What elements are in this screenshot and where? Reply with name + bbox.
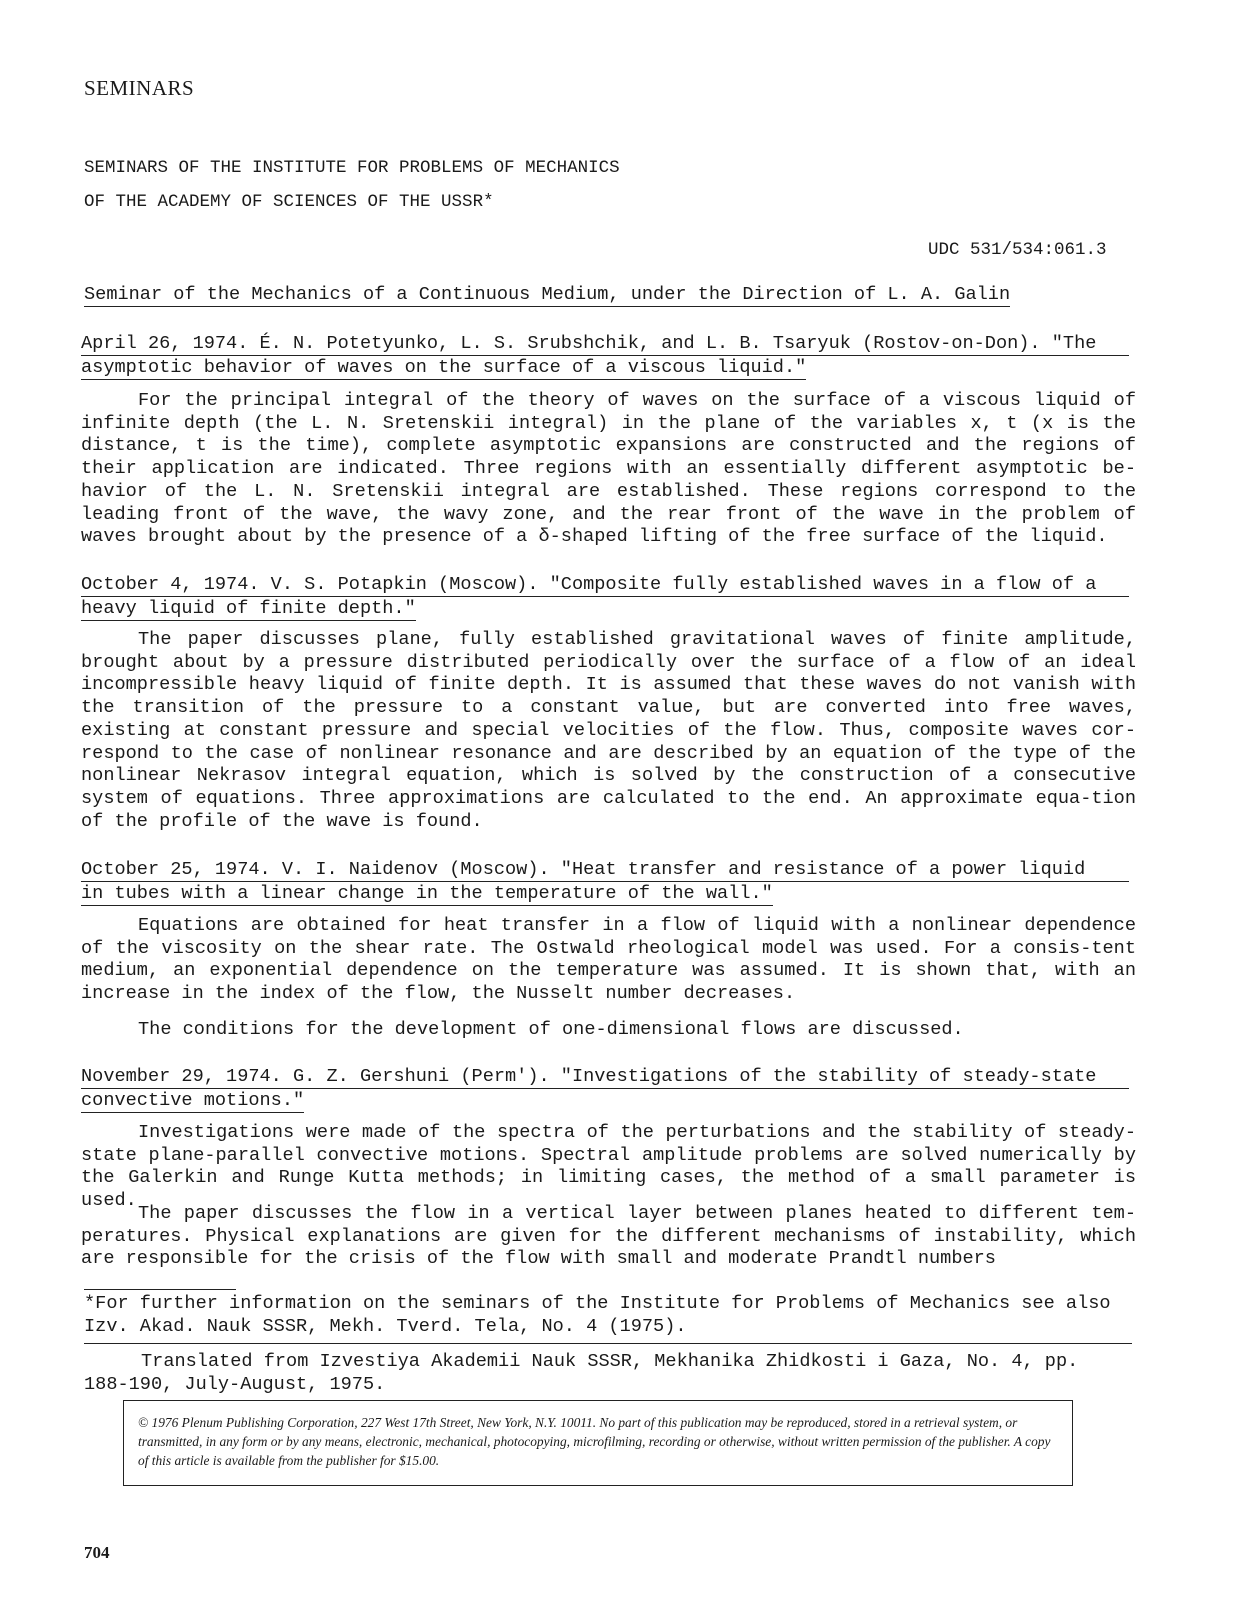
entry-heading-line: heavy liquid of finite depth." bbox=[81, 598, 416, 619]
entry-heading-line: October 25, 1974. V. I. Naidenov (Moscow). "Heat transfer and resistance of a power liquid bbox=[81, 858, 1129, 882]
entry-heading-line: October 4, 1974. V. S. Potapkin (Moscow). "Composite fully established waves in a flow of a bbox=[81, 573, 1129, 597]
entry-paragraph: The conditions for the development of one-dimensional flows are discussed. bbox=[138, 1019, 964, 1040]
institute-title-line2: OF THE ACADEMY OF SCIENCES OF THE USSR* bbox=[84, 192, 494, 212]
entry-paragraph: Equations are obtained for heat transfer in a flow of liquid with a nonlinear dependence of the viscosity on the shear rate. The Ostwald rheological model was used. For a consis-tent medium, an exponential dependence on the temperature was assumed. It is shown that, with an increase in the index of the flow, the Nusselt number decreases. bbox=[81, 915, 1136, 1005]
entry-heading-line: in tubes with a linear change in the temperature of the wall." bbox=[81, 883, 773, 904]
copyright-box bbox=[123, 1400, 1073, 1486]
institute-title-line1: SEMINARS OF THE INSTITUTE FOR PROBLEMS OF MECHANICS bbox=[84, 158, 620, 178]
translation-note: Translated from Izvestiya Akademii Nauk SSSR, Mekhanika Zhidkosti i Gaza, No. 4, pp. 188-190, July-August, 1975. bbox=[84, 1351, 1079, 1395]
copyright-text: © 1976 Plenum Publishing Corporation, 227 West 17th Street, New York, N.Y. 10011. No part of this publication may be reproduced, stored in a retrieval system, or transmitted, in any form or by any means, electronic, mechanical, photocopying, microfilming, recording or otherwise, without written permission of the publisher. A copy of this article is available from the publisher for $15.00. bbox=[138, 1415, 1051, 1468]
entry-heading bbox=[81, 858, 1129, 906]
seminar-title: Seminar of the Mechanics of a Continuous Medium, under the Direction of L. A. Galin bbox=[84, 284, 1011, 305]
entry-heading-line: convective motions." bbox=[81, 1090, 305, 1111]
entry-heading bbox=[81, 1065, 1129, 1113]
entry-paragraph: The paper discusses the flow in a vertical layer between planes heated to different tem-peratures. Physical explanations are given for the different mechanisms of instability, which are responsible for the crisis of the flow with small and moderate Prandtl numbers bbox=[81, 1203, 1136, 1270]
entry-paragraph: The paper discusses plane, fully established gravitational waves of finite amplitude, brought about by a pressure distributed periodically over the surface of a flow of an ideal incompressible heavy liquid of finite depth. It is assumed that these waves do not vanish with the transition of the pressure to a constant value, but are converted into free waves, existing at constant pressure and special velocities of the flow. Thus, composite waves cor-respond to the case of nonlinear resonance and are described by an equation of the type of the nonlinear Nekrasov integral equation, which is solved by the construction of a consecutive system of equations. Three approximations are calculated to the end. An approximate equa-tion of the profile of the wave is found. bbox=[81, 629, 1136, 832]
page-number: 704 bbox=[84, 1543, 110, 1562]
udc-code: UDC 531/534:061.3 bbox=[928, 240, 1107, 260]
entry-heading-line: asymptotic behavior of waves on the surface of a viscous liquid." bbox=[81, 357, 807, 378]
entry-paragraph: For the principal integral of the theory of waves on the surface of a viscous liquid of infinite depth (the L. N. Sretenskii integral) in the plane of the variables x, t (x is the distance, t is the time), complete asymptotic expansions are constructed and the regions of their application are indicated. Three regions with an essentially different asymptotic be-havior of the L. N. Sretenskii integral are established. These regions correspond to the leading front of the wave, the wavy zone, and the rear front of the wave in the problem of waves brought about by the presence of a δ-shaped lifting of the free surface of the liquid. bbox=[81, 390, 1136, 548]
entry-heading bbox=[81, 573, 1129, 621]
section-heading: SEMINARS bbox=[84, 76, 195, 100]
footnote-divider bbox=[84, 1343, 1132, 1344]
entry-heading bbox=[81, 332, 1129, 380]
footnote-rule bbox=[84, 1289, 236, 1290]
footnote: *For further information on the seminars of the Institute for Problems of Mechanics see also Izv. Akad. Nauk SSSR, Mekh. Tverd. Tela, No. 4 (1975). bbox=[84, 1293, 1111, 1337]
entry-heading-line: April 26, 1974. É. N. Potetyunko, L. S. Srubshchik, and L. B. Tsaryuk (Rostov-on-Don). "The bbox=[81, 332, 1129, 356]
entry-heading-line: November 29, 1974. G. Z. Gershuni (Perm'). "Investigations of the stability of steady-state bbox=[81, 1065, 1129, 1089]
entry-paragraph: Investigations were made of the spectra of the perturbations and the stability of steady-state plane-parallel convective motions. Spectral amplitude problems are solved numerically by the Galerkin and Runge Kutta methods; in limiting cases, the method of a small parameter is used. bbox=[81, 1122, 1136, 1212]
